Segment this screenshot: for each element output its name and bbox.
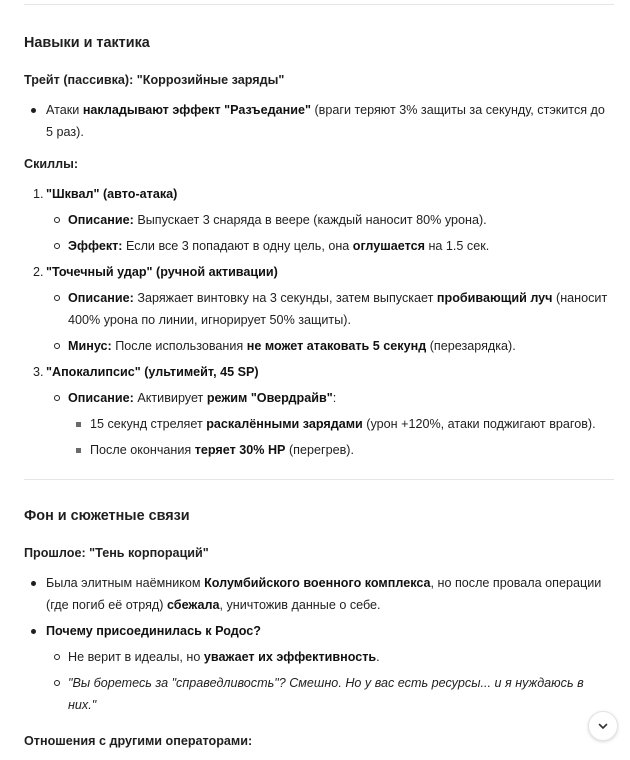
past-heading: Прошлое: "Тень корпораций" [24,546,209,560]
skill-number: 2. [33,265,44,279]
skill-item [24,361,614,383]
bullet [31,108,36,113]
bullet [76,422,81,427]
skill-number: 1. [33,187,44,201]
bullet [54,243,60,249]
section-divider [24,479,614,480]
skill-item [24,261,614,283]
list-item: Атаки накладывают эффект "Разъедание" (враги теряют 3% защиты за секунду, стэкится до 5 раз). [24,99,614,143]
section-heading-background: Фон и сюжетные связи [24,508,190,524]
list-item: Описание: Выпускает 3 снаряда в веере (каждый наносит 80% урона). [24,209,614,231]
list-item: 15 секунд стреляет раскалёнными зарядами (урон +120%, атаки поджигают врагов). [24,413,614,435]
list-item: Описание: Заряжает винтовку на 3 секунды, затем выпускает пробивающий луч (наносит 400% урона по линии, игнорирует 50% защиты). [24,287,614,331]
bullet [54,295,60,301]
skill-title: "Шквал" (авто-атака) [46,187,178,201]
skills-heading: Скиллы: [24,157,79,171]
bullet [54,395,60,401]
relations-heading: Отношения с другими операторами: [24,734,253,748]
skills-list [24,183,614,461]
bullet [31,581,36,586]
scroll-down-button[interactable] [588,711,618,741]
skill-title: "Апокалипсис" (ультимейт, 45 SP) [46,365,259,379]
trait-list [24,99,614,143]
trait-heading: Трейт (пассивка): "Коррозийные заряды" [24,73,285,87]
section-heading-skills: Навыки и тактика [24,35,150,51]
list-item: Эффект: Если все 3 попадают в одну цель, она оглушается на 1.5 сек. [24,235,614,257]
past-list [24,572,614,716]
list-item: Минус: После использования не может атаковать 5 секунд (перезарядка). [24,335,614,357]
skill-number: 3. [33,365,44,379]
bullet [54,654,60,660]
chevron-down-icon [597,720,609,732]
list-item: Была элитным наёмником Колумбийского военного комплекса, но после провала операции (где погиб её отряд) сбежала, уничтожив данные о себе. [24,572,614,616]
bullet [54,680,60,686]
top-divider [24,4,614,5]
list-item: После окончания теряет 30% HP (перегрев). [24,439,614,461]
skill-item [24,183,614,205]
chat-message-content [24,0,614,748]
bullet [54,217,60,223]
list-item: Не верит в идеалы, но уважает их эффективность. [24,646,614,668]
list-item: Почему присоединилась к Родос? [24,620,614,642]
bullet [31,629,36,634]
list-item [24,672,614,716]
skill-title: "Точечный удар" (ручной активации) [46,265,278,279]
bullet [76,448,81,453]
list-item: Описание: Активирует режим "Овердрайв": [24,387,614,409]
quote-text: "Вы боретесь за "справедливость"? Смешно. Но у вас есть ресурсы... и я нуждаюсь в них." [68,676,584,712]
bullet [54,343,60,349]
